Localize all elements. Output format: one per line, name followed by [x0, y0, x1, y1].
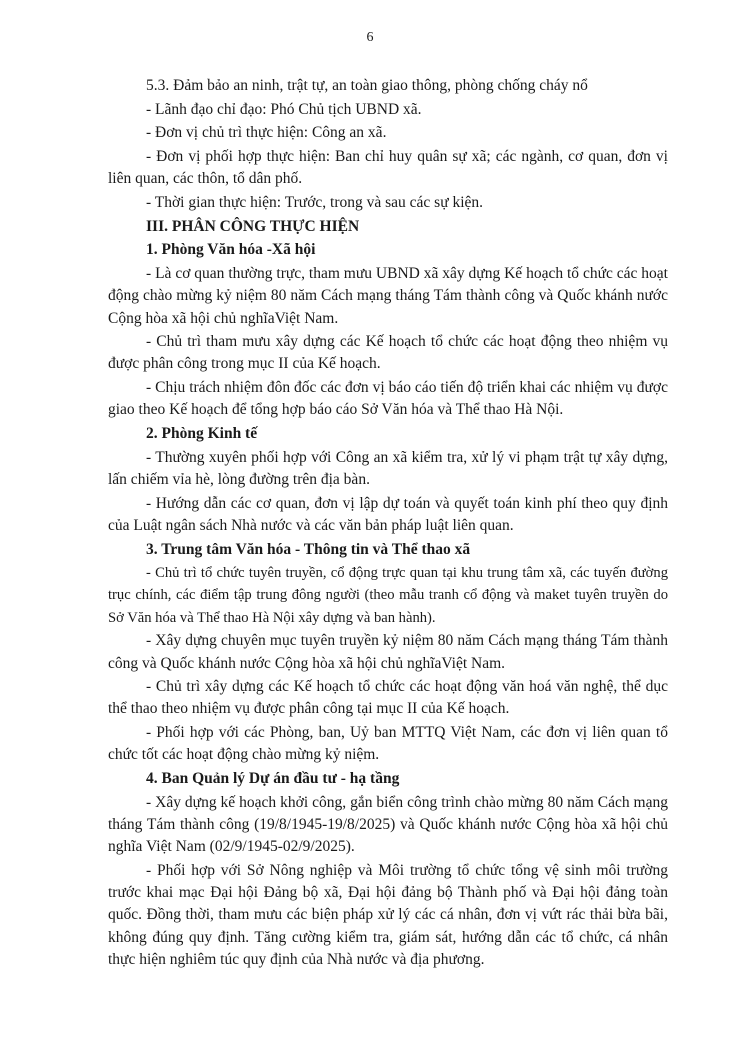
- section-heading: 3. Trung tâm Văn hóa - Thông tin và Thể thao xã: [146, 540, 471, 558]
- paragraph: - Đơn vị phối hợp thực hiện: Ban chỉ huy quân sự xã; các ngành, cơ quan, đơn vị liên quan, các thôn, tổ dân phố.: [108, 148, 668, 188]
- paragraph: - Lãnh đạo chỉ đạo: Phó Chủ tịch UBND xã.: [146, 100, 422, 118]
- paragraph: - Phối hợp với Sở Nông nghiệp và Môi trường tổ chức tổng vệ sinh môi trường trước khai mạc Đại hội Đảng bộ xã, Đại hội đảng bộ Thành phố và Đại hội đảng toàn quốc. Đồng thời, tham mưu các biện pháp xử lý các cá nhân, đơn vị vứt rác thải bừa bãi, không đúng quy định. Tăng cường kiểm tra, giám sát, hướng dẫn các tổ chức, cá nhân thực hiện nghiêm túc quy định của Nhà nước và địa phương.: [108, 861, 668, 968]
- section-heading: 2. Phòng Kinh tế: [146, 425, 258, 443]
- paragraph: - Là cơ quan thường trực, tham mưu UBND xã xây dựng Kế hoạch tổ chức các hoạt động chào mừng kỷ niệm 80 năm Cách mạng tháng Tám thành công và Quốc khánh nước Cộng hòa xã hội chủ nghĩaViệt Nam.: [108, 265, 668, 327]
- section-heading: III. PHÂN CÔNG THỰC HIỆN: [146, 217, 360, 235]
- paragraph: - Thường xuyên phối hợp với Công an xã kiểm tra, xử lý vi phạm trật tự xây dựng, lấn chiếm vỉa hè, lòng đường trên địa bàn.: [108, 448, 668, 488]
- paragraph: - Xây dựng chuyên mục tuyên truyền kỷ niệm 80 năm Cách mạng tháng Tám thành công và Quốc khánh nước Cộng hòa xã hội chủ nghĩaViệt Nam.: [108, 632, 668, 672]
- paragraph: - Xây dựng kế hoạch khởi công, gắn biển công trình chào mừng 80 năm Cách mạng tháng Tám thành công (19/8/1945-19/8/2025) và Quốc khánh nước Cộng hòa xã hội chủ nghĩa Việt Nam (02/9/1945-02/9/2025).: [108, 793, 668, 856]
- paragraph: - Chủ trì tổ chức tuyên truyền, cổ động trực quan tại khu trung tâm xã, các tuyến đường trục chính, các điểm tập trung đông người (theo mẫu tranh cổ động và maket tuyên truyền do Sở Văn hóa và Thể thao Hà Nội xây dựng và ban hành).: [108, 565, 668, 626]
- paragraph: - Thời gian thực hiện: Trước, trong và sau các sự kiện.: [146, 194, 484, 212]
- paragraph: 5.3. Đảm bảo an ninh, trật tự, an toàn giao thông, phòng chống cháy nổ: [146, 77, 588, 94]
- paragraph: - Đơn vị chủ trì thực hiện: Công an xã.: [146, 124, 387, 142]
- paragraph: - Chủ trì xây dựng các Kế hoạch tổ chức các hoạt động văn hoá văn nghệ, thể dục thể thao theo nhiệm vụ được phân công tại mục II của Kế hoạch.: [108, 678, 668, 718]
- paragraph: - Phối hợp với các Phòng, ban, Uỷ ban MTTQ Việt Nam, các đơn vị liên quan tổ chức tốt các hoạt động chào mừng kỷ niệm.: [108, 724, 668, 764]
- document-body: [108, 75, 668, 972]
- paragraph: - Chủ trì tham mưu xây dựng các Kế hoạch tổ chức các hoạt động theo nhiệm vụ được phân công trong mục II của Kế hoạch.: [108, 333, 668, 373]
- paragraph: - Chịu trách nhiệm đôn đốc các đơn vị báo cáo tiến độ triển khai các nhiệm vụ được giao theo Kế hoạch để tổng hợp báo cáo Sở Văn hóa và Thể thao Hà Nội.: [108, 379, 668, 419]
- section-heading: 4. Ban Quản lý Dự án đầu tư - hạ tầng: [146, 770, 400, 788]
- page-number: 6: [366, 30, 374, 45]
- paragraph: - Hướng dẫn các cơ quan, đơn vị lập dự toán và quyết toán kinh phí theo quy định của Luật ngân sách Nhà nước và các văn bản pháp luật liên quan.: [108, 494, 668, 534]
- section-heading: 1. Phòng Văn hóa -Xã hội: [146, 241, 316, 259]
